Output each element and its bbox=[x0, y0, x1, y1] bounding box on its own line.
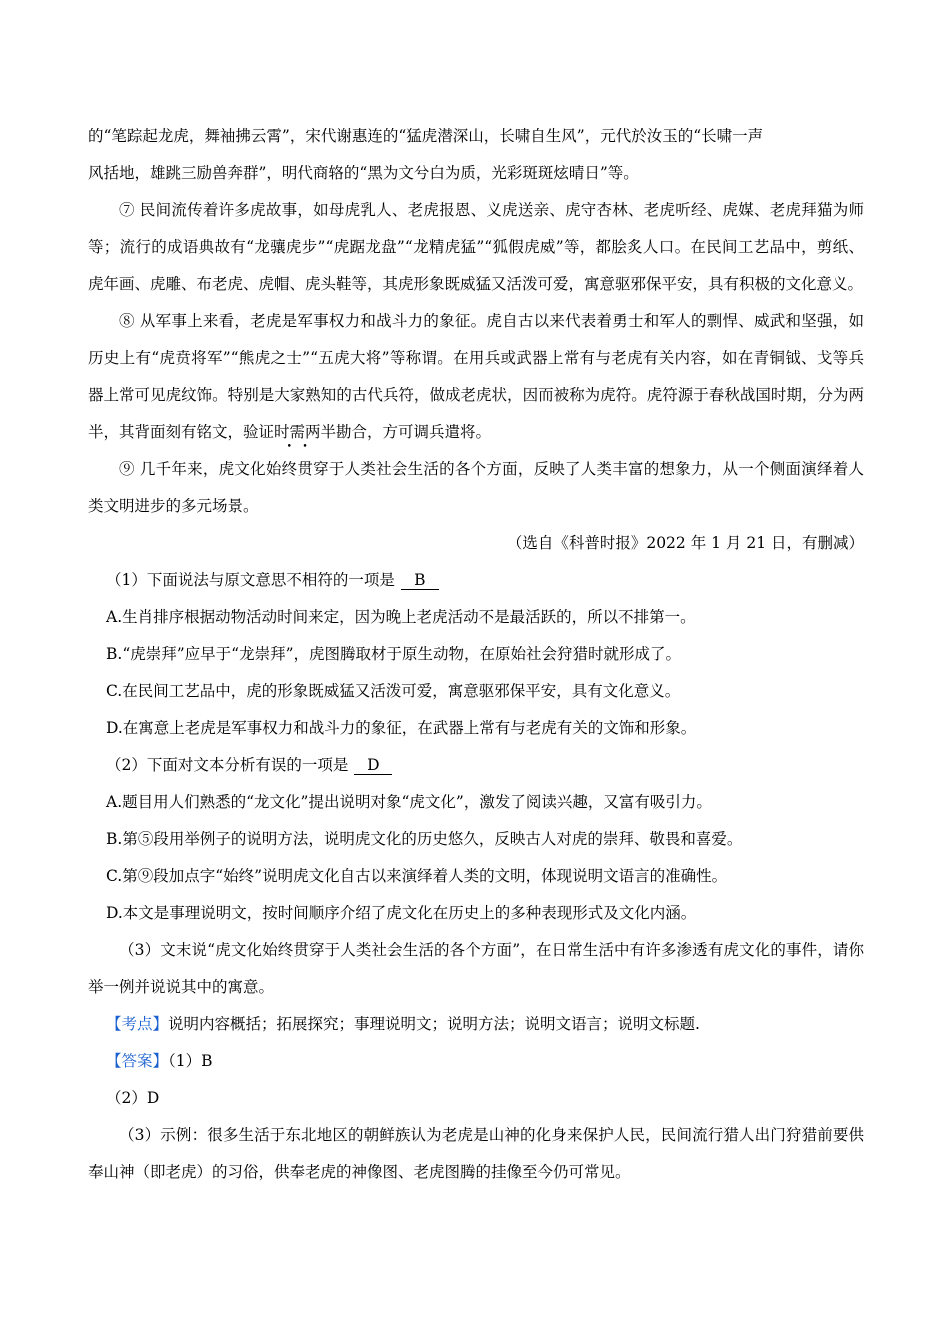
dotted-char-1: 始 bbox=[265, 460, 282, 478]
dotted-char-2: 终 bbox=[281, 460, 298, 478]
question-2-option-b: B.第⑤段用举例子的说明方法，说明虎文化的历史悠久，反映古人对虎的崇拜、敬畏和喜爱。 bbox=[106, 830, 743, 848]
question-3: （3）文末说“虎文化始终贯穿于人类社会生活的各个方面”，在日常生活中有许多渗透有虎文化的事件，请你举一例并说说其中的寓意。 bbox=[88, 941, 864, 996]
question-1-option-d: D.在寓意上老虎是军事权力和战斗力的象征，在武器上常有与老虎有关的文饰和形象。 bbox=[106, 719, 697, 737]
question-2-answer-blank: D bbox=[354, 756, 392, 775]
question-2-option-d: D.本文是事理说明文，按时间顺序介绍了虎文化在历史上的多种表现形式及文化内涵。 bbox=[106, 904, 697, 922]
answer-1: （1）B bbox=[168, 1052, 213, 1070]
kaodian-text: 说明内容概括；拓展探究；事理说明文；说明方法；说明文语言；说明文标题. bbox=[168, 1015, 700, 1033]
paragraph-8: ⑧ 从军事上来看，老虎是军事权力和战斗力的象征。虎自古以来代表着勇士和军人的剽悍、威武和坚强，如历史上有“虎贲将军”“熊虎之士”“五虎大将”等称谓。在用兵或武器上常有与老虎有关内容，如在青铜钺、戈等兵器上常可见虎纹饰。特别是大家熟知的古代兵符，做成老虎状，因而被称为虎符。虎符源于春秋战国时期，分为两半，其背面刻有铭文，验证时需两半勘合，方可调兵遣将。 bbox=[88, 312, 864, 441]
answer-line-2: （2）D bbox=[106, 1089, 160, 1107]
paragraph-9 bbox=[88, 451, 864, 525]
kaodian-line bbox=[88, 1006, 864, 1043]
question-2-option-c: C.第⑨段加点字“始终”说明虎文化自古以来演绎着人类的文明，体现说明文语言的准确性。 bbox=[106, 867, 728, 885]
question-1-option-c: C.在民间工艺品中，虎的形象既威猛又活泼可爱，寓意驱邪保平安，具有文化意义。 bbox=[106, 682, 681, 700]
question-1-option-a: A.生肖排序根据动物活动时间来定，因为晚上老虎活动不是最活跃的，所以不排第一。 bbox=[106, 608, 696, 626]
kaodian-label: 【考点】 bbox=[106, 1015, 169, 1033]
answer-3-example: （3）示例：很多生活于东北地区的朝鲜族认为老虎是山神的化身来保护人民，民间流行猎人出门狩猎前要供奉山神（即老虎）的习俗，供奉老虎的神像图、老虎图腾的挂像至今仍可常见。 bbox=[88, 1126, 864, 1181]
source-citation: （选自《科普时报》2022 年 1 月 21 日，有删减） bbox=[506, 534, 864, 552]
question-1-option-b: B.“虎崇拜”应早于“龙崇拜”，虎图腾取材于原生动物，在原始社会狩猎时就形成了。 bbox=[106, 645, 682, 663]
answer-label: 【答案】 bbox=[106, 1052, 169, 1070]
document-page bbox=[88, 118, 864, 1191]
question-2-option-a: A.题目用人们熟悉的“龙文化”提出说明对象“虎文化”，激发了阅读兴趣，又富有吸引力。 bbox=[106, 793, 712, 811]
paragraph-9-after: 贯穿于人类社会生活的各个方面，反映了人类丰富的想象力，从一个侧面演绎着人类文明进步的多元场景。 bbox=[88, 460, 864, 515]
question-2-text: （2）下面对文本分析有误的一项是 bbox=[106, 756, 349, 774]
question-2-stem bbox=[88, 747, 864, 784]
answer-line-1 bbox=[88, 1043, 864, 1080]
paragraph-continuation bbox=[88, 118, 864, 192]
continuation-line-1: 的“笔踪起龙虎，舞袖拂云霄”，宋代谢惠连的“猛虎潜深山，长啸自生风”，元代於汝玉的“长啸一声 bbox=[88, 127, 764, 145]
paragraph-9-before: ⑨ 几千年来，虎文化 bbox=[119, 460, 266, 478]
question-1-stem bbox=[88, 562, 864, 599]
question-1-answer-blank: B bbox=[401, 571, 439, 590]
paragraph-7: ⑦ 民间流传着许多虎故事，如母虎乳人、老虎报恩、义虎送亲、虎守杏林、老虎听经、虎媒、老虎拜猫为师等；流行的成语典故有“龙骧虎步”“虎踞龙盘”“龙精虎猛”“狐假虎威”等，都脍炙人口。在民间工艺品中，剪纸、虎年画、虎雕、布老虎、虎帽、虎头鞋等，其虎形象既威猛又活泼可爱，寓意驱邪保平安，具有积极的文化意义。 bbox=[88, 201, 864, 293]
question-1-text: （1）下面说法与原文意思不相符的一项是 bbox=[106, 571, 395, 589]
continuation-line-2: 风括地，雄跳三励兽奔群”，明代商辂的“黑为文兮白为质，光彩斑斑炫晴日”等。 bbox=[88, 164, 639, 182]
